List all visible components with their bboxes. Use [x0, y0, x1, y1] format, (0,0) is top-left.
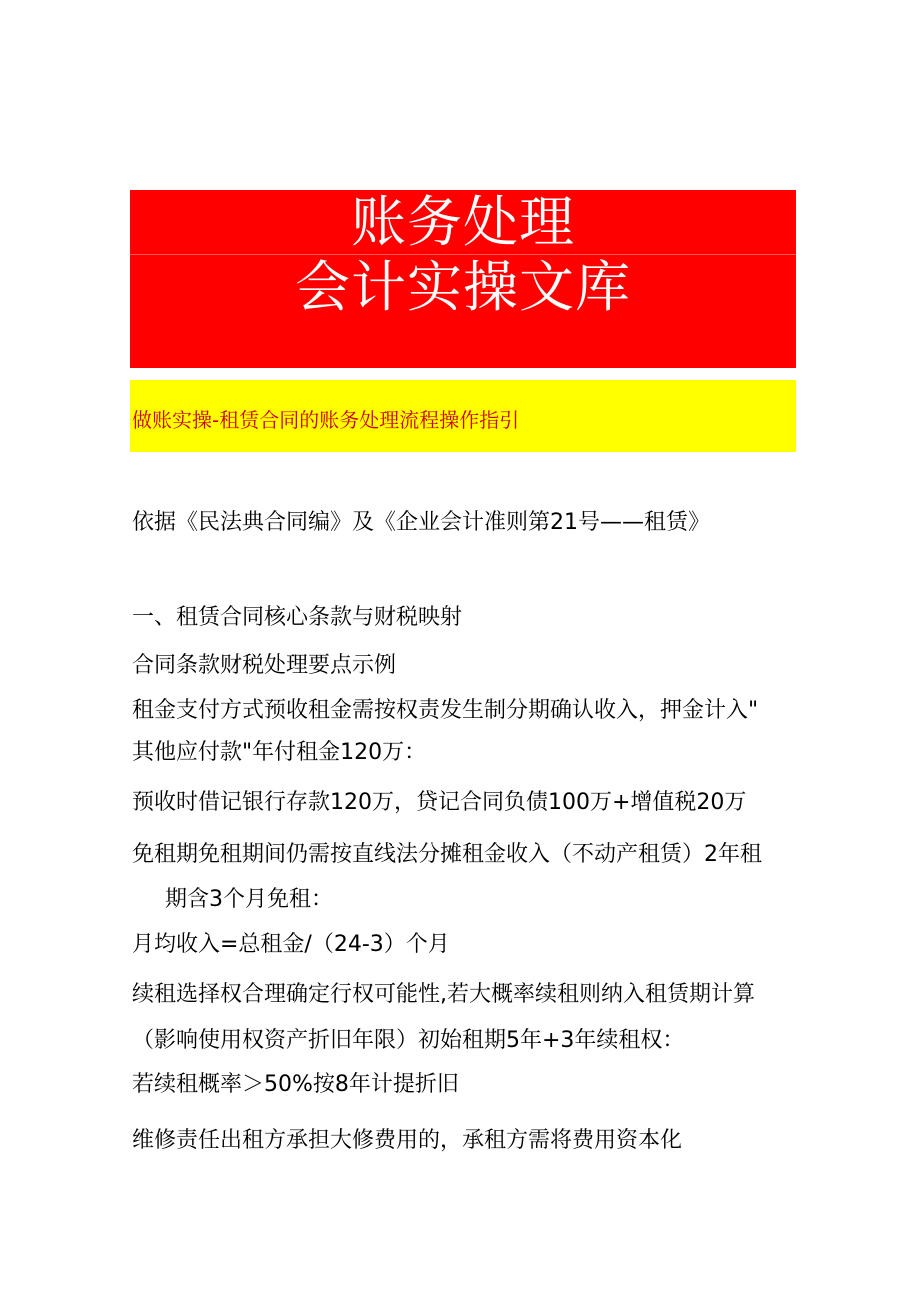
title-banner [130, 190, 796, 368]
banner-title-line1: 账务处理 [350, 190, 575, 254]
rent-free-line: 免租期免租期间仍需按直线法分摊租金收入（不动产租赁）2年租 [132, 842, 762, 867]
renewal-option-line-cont: （影响使用权资产折旧年限）初始租期5年+3年续租权： [132, 1028, 685, 1053]
rent-payment-line-cont: 其他应付款"年付租金120万： [132, 740, 427, 765]
rent-free-line-cont: 期含3个月免租： [165, 887, 333, 912]
section-heading: 一、租赁合同核心条款与财税映射 [132, 605, 463, 630]
subtitle-bar [130, 380, 796, 452]
renewal-option-line: 续租选择权合理确定行权可能性,若大概率续租则纳入租赁期计算 [132, 982, 755, 1007]
monthly-income-formula: 月均收入=总租金/（24-3）个月 [132, 932, 450, 957]
repair-responsibility-line: 维修责任出租方承担大修费用的，承租方需将费用资本化 [132, 1128, 683, 1153]
table-header: 合同条款财税处理要点示例 [132, 653, 397, 678]
prepayment-entry: 预收时借记银行存款120万，贷记合同负债100万+增值税20万 [132, 790, 747, 815]
banner-title-line2: 会计实操文库 [294, 255, 631, 319]
basis-statement: 依据《民法典合同编》及《企业会计准则第21号——租赁》 [132, 510, 710, 535]
renewal-depreciation-line: 若续租概率＞50%按8年计提折旧 [132, 1072, 459, 1097]
rent-payment-line: 租金支付方式预收租金需按权责发生制分期确认收入，押金计入" [132, 698, 759, 723]
document-subtitle: 做账实操-租赁合同的账务处理流程操作指引 [132, 408, 520, 432]
